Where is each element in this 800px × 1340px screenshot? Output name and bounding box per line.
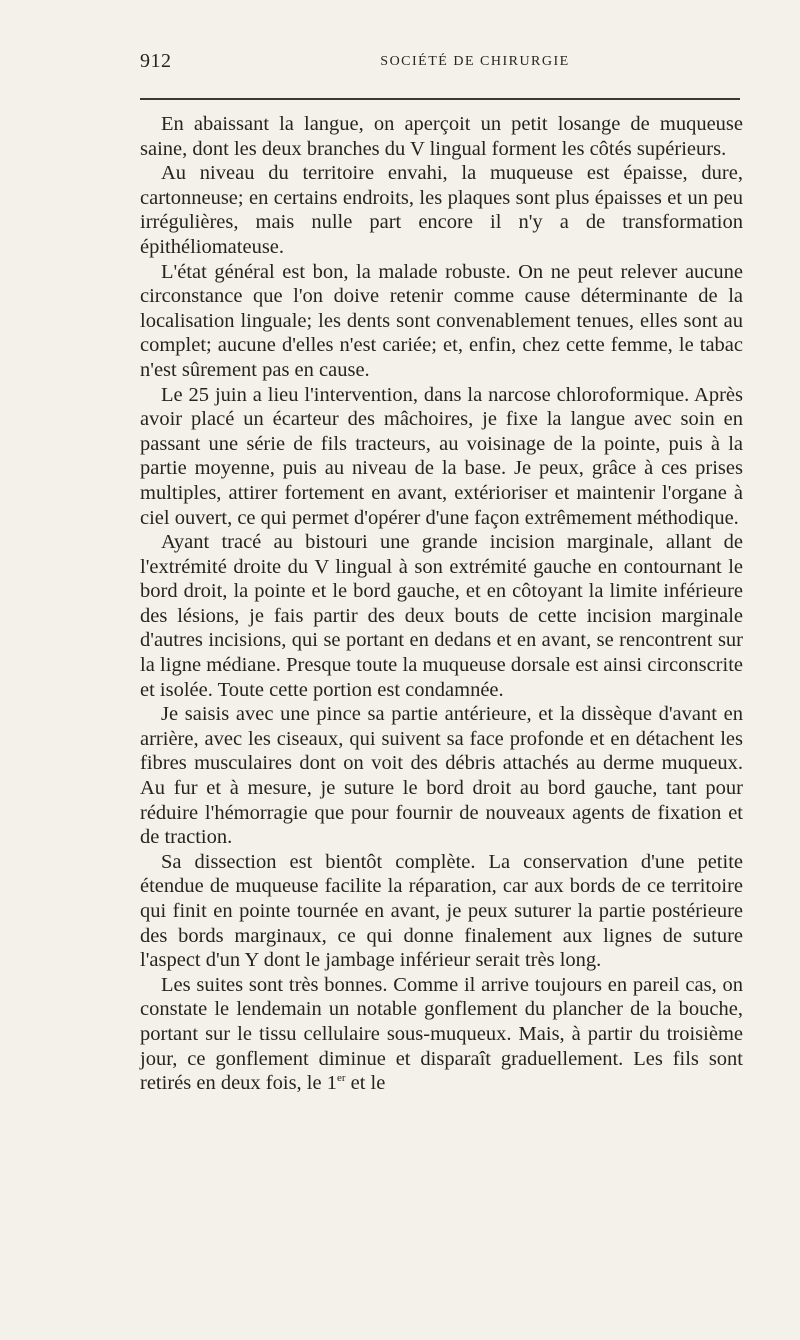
paragraph-8	[140, 973, 743, 1096]
paragraph-6: Je saisis avec une pince sa partie antérieure, et la dissèque d'avant en arrière, avec les ciseaux, qui suivent sa face profonde et en détachent les fibres musculaires dont on voit des débris attachés au derme muqueux. Au fur et à mesure, je suture le bord droit au bord gauche, tant pour réduire l'hémorragie que pour fournir de nouveaux agents de fixation et de traction.	[140, 703, 743, 849]
body-text	[140, 112, 743, 1096]
header-rule	[140, 98, 740, 100]
superscript-er: er	[336, 1072, 346, 1085]
paragraph-8-tail: et le	[345, 1072, 386, 1095]
paragraph-1: En abaissant la langue, on aperçoit un petit losange de muqueuse saine, dont les deux branches du V lingual forment les côtés supérieurs.	[140, 113, 743, 160]
paragraph-2: Au niveau du territoire envahi, la muqueuse est épaisse, dure, cartonneuse; en certains endroits, les plaques sont plus épaisses et un peu irrégulières, mais nulle part encore il n'y a de transformation épithéliomateuse.	[140, 162, 743, 258]
running-head: SOCIÉTÉ DE CHIRURGIE	[380, 54, 570, 69]
page-header	[140, 50, 740, 80]
paragraph-4: Le 25 juin a lieu l'intervention, dans la narcose chloroformique. Après avoir placé un écarteur des mâchoires, je fixe la langue avec soin en passant une série de fils tracteurs, au voisinage de la pointe, puis à la partie moyenne, puis au niveau de la base. Je peux, grâce à ces prises multiples, attirer fortement en avant, extérioriser et maintenir l'organe à ciel ouvert, ce qui permet d'opérer d'une façon extrêmement méthodique.	[140, 383, 743, 529]
paragraph-7: Sa dissection est bientôt complète. La conservation d'une petite étendue de muqueuse facilite la réparation, car aux bords de ce territoire qui finit en pointe tournée en avant, je peux suturer la partie postérieure des bords marginaux, ce qui donne finalement aux lignes de suture l'aspect d'un Y dont le jambage inférieur serait très long.	[140, 850, 743, 972]
paragraph-3: L'état général est bon, la malade robuste. On ne peut relever aucune circonstance que l'on doive retenir comme cause déterminante de la localisation linguale; les dents sont convenablement tenues, elles sont au complet; aucune d'elles n'est cariée; et, enfin, chez cette femme, le tabac n'est sûrement pas en cause.	[140, 260, 743, 381]
paragraph-8-text: Les suites sont très bonnes. Comme il arrive toujours en pareil cas, on constate le lendemain un notable gonflement du plancher de la bouche, portant sur le tissu cellulaire sous-muqueux. Mais, à partir du troisième jour, ce gonflement diminue et disparaît graduellement. Les fils sont retirés en deux fois, le 1	[140, 973, 743, 1095]
paragraph-5: Ayant tracé au bistouri une grande incision marginale, allant de l'extrémité droite du V lingual à son extrémité gauche en contournant le bord droit, la pointe et le bord gauche, et en côtoyant la limite inférieure des lésions, je fais partir des deux bouts de cette incision marginale d'autres incisions, qui se portant en dedans et en avant, se rencontrent sur la ligne médiane. Presque toute la muqueuse dorsale est ainsi circonscrite et isolée. Toute cette portion est condamnée.	[140, 531, 743, 701]
page-number: 912	[140, 50, 172, 72]
